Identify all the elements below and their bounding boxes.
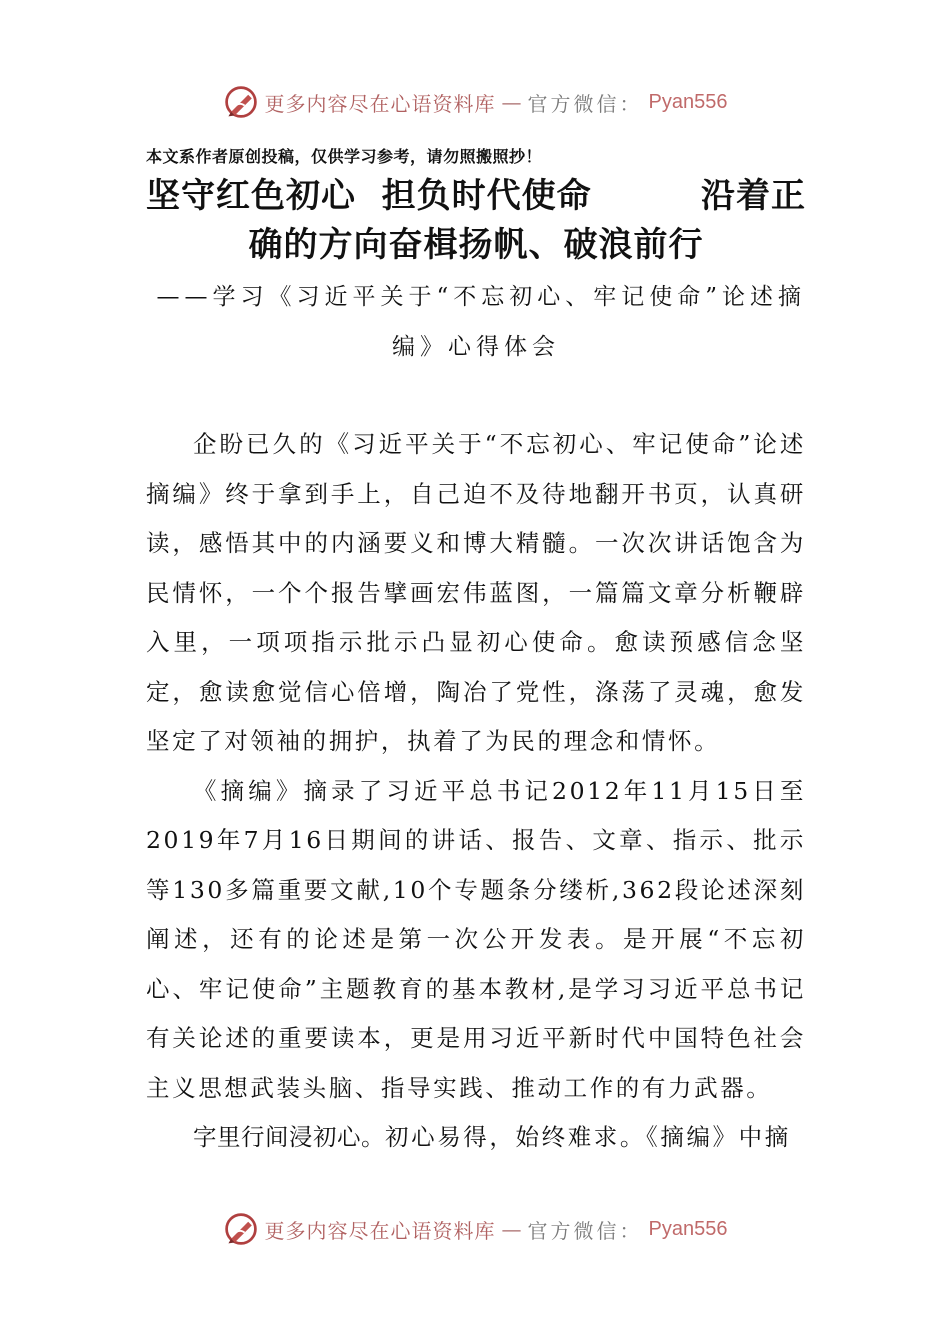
subtitle-line-2: 编》心得体会 [392, 334, 560, 360]
subtitle-line-1: ——学习《习近平关于“不忘初心、牢记使命”论述摘 [156, 284, 806, 310]
title-line-1 [146, 168, 806, 217]
watermark-site: 更多内容尽在心语资料库 [264, 1218, 496, 1243]
pen-logo-icon [223, 84, 259, 120]
watermark-label: 官方微信： [527, 91, 643, 116]
pen-logo-icon [223, 1211, 259, 1247]
watermark-separator: — [501, 1217, 522, 1241]
title-line-1-right: 沿着正 [701, 176, 806, 216]
paragraph-3-text: 初心易得，始终难求。《摘编》中摘 [385, 1123, 791, 1151]
watermark-header [0, 82, 950, 122]
paragraph-3 [146, 1113, 806, 1163]
watermark-wechat-id: Pyan556 [648, 90, 728, 113]
article-body [146, 420, 806, 1163]
watermark-site: 更多内容尽在心语资料库 [264, 91, 496, 116]
watermark-separator: — [501, 90, 522, 114]
paragraph-3-lead: 字里行间浸初心。 [193, 1123, 385, 1151]
paragraph-2: 《摘编》摘录了习近平总书记2012年11月15日至2019年7月16日期间的讲话、报告、文章、指示、批示等130多篇重要文献,10个专题条分缕析,362段论述深刻阐述，还有的论述是第一次公开发表。是开展“不忘初心、牢记使命”主题教育的基本教材,是学习习近平总书记有关论述的重要读本，更是用习近平新时代中国特色社会主义思想武装头脑、指导实践、推动工作的有力武器。 [146, 776, 806, 1102]
watermark-footer [0, 1209, 950, 1249]
copyright-notice: 本文系作者原创投稿，仅供学习参考，请勿照搬照抄！ [146, 147, 543, 166]
title-line-2: 确的方向奋楫扬帆、破浪前行 [248, 225, 704, 265]
title-line-1-left: 坚守红色初心 担负时代使命 [146, 176, 592, 216]
paragraph-1: 企盼已久的《习近平关于“不忘初心、牢记使命”论述摘编》终于拿到手上，自己迫不及待地翻开书页，认真研读，感悟其中的内涵要义和博大精髓。一次次讲话饱含为民情怀，一个个报告擘画宏伟蓝图，一篇篇文章分析鞭辟入里，一项项指示批示凸显初心使命。愈读预感信念坚定，愈读愈觉信心倍增，陶冶了党性，涤荡了灵魂，愈发坚定了对领袖的拥护，执着了为民的理念和情怀。 [146, 430, 806, 755]
watermark-label: 官方微信： [527, 1218, 643, 1243]
watermark-wechat-id: Pyan556 [648, 1217, 728, 1240]
